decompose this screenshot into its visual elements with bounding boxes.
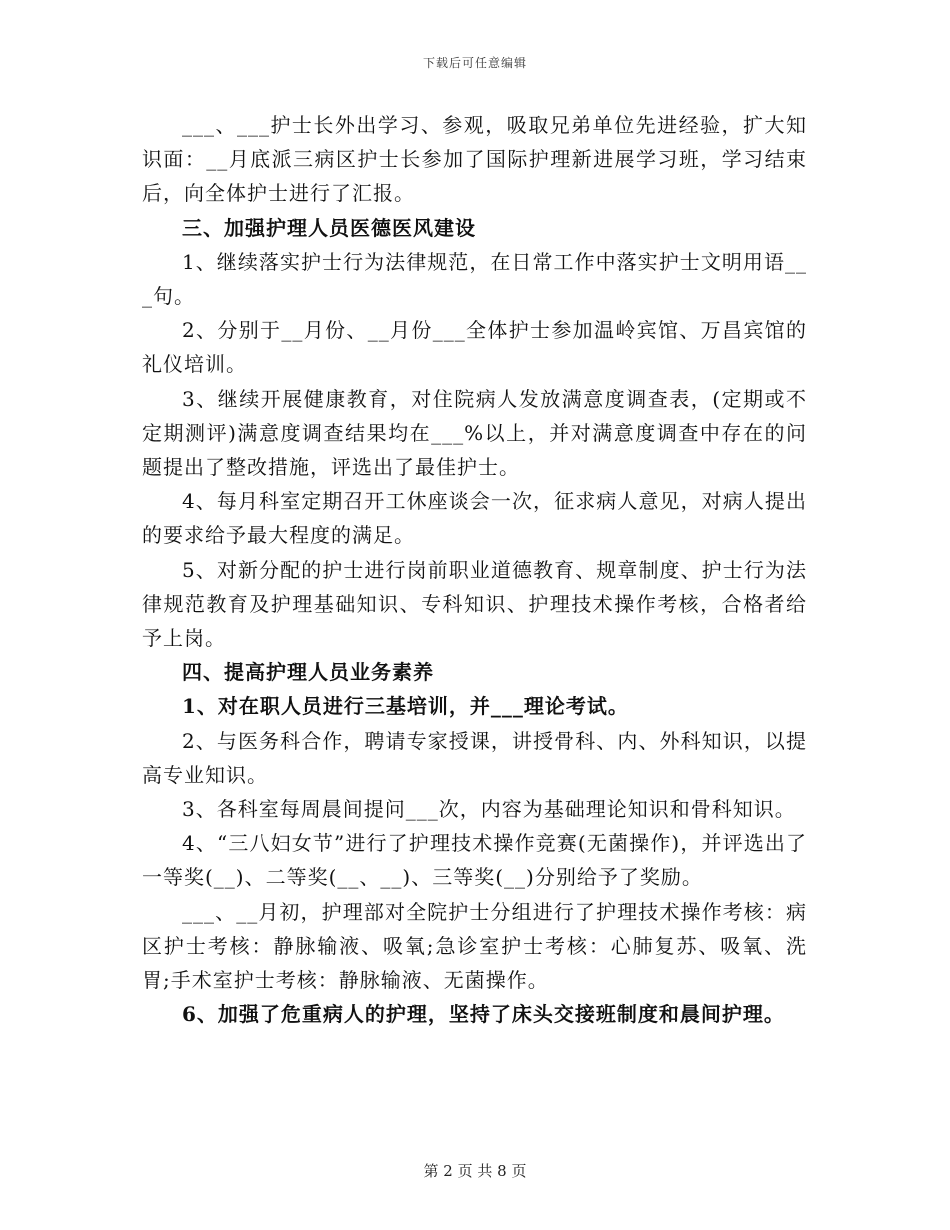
page-header: 下载后可任意编辑 <box>422 56 527 70</box>
paragraph-3-3: 3、继续开展健康教育，对住院病人发放满意度调查表，(定期或不定期测评)满意度调查结果均在___%以上，并对满意度调查中存在的问题提出了整改措施，评选出了最佳护士。 <box>142 386 807 480</box>
paragraph-3-1: 1、继续落实护士行为法律规范，在日常工作中落实护士文明用语___句。 <box>142 249 807 309</box>
paragraph-3-2: 2、分别于__月份、__月份___全体护士参加温岭宾馆、万昌宾馆的礼仪培训。 <box>142 318 807 377</box>
paragraph-4-6: 6、加强了危重病人的护理，坚持了床头交接班制度和晨间护理。 <box>182 1002 785 1027</box>
paragraph-4-5: ___、__月初，护理部对全院护士分组进行了护理技术操作考核：病区护士考核：静脉输液、吸氧;急诊室护士考核：心肺复苏、吸氧、洗胃;手术室护士考核：静脉输液、无菌操作。 <box>142 899 807 993</box>
paragraph-4-2: 2、与医务科合作，聘请专家授课，讲授骨科、内、外科知识，以提高专业知识。 <box>142 728 807 787</box>
paragraph-3-5: 5、对新分配的护士进行岗前职业道德教育、规章制度、护士行为法律规范教育及护理基础知识、专科知识、护理技术操作考核，合格者给予上岗。 <box>142 557 807 651</box>
section-heading-4: 四、提高护理人员业务素养 <box>182 660 434 685</box>
paragraph-4-3: 3、各科室每周晨间提问___次，内容为基础理论知识和骨科知识。 <box>182 797 796 822</box>
paragraph-4-1: 1、对在职人员进行三基培训，并___理论考试。 <box>182 694 629 719</box>
document-body <box>142 108 807 1031</box>
paragraph-4-4: 4、“三八妇女节”进行了护理技术操作竞赛(无菌操作)，并评选出了一等奖(__)、二等奖(__、__)、三等奖(__)分别给予了奖励。 <box>142 831 807 890</box>
paragraph-1: ___、___护士长外出学习、参观，吸取兄弟单位先进经验，扩大知识面：__月底派三病区护士长参加了国际护理新进展学习班，学习结束后，向全体护士进行了汇报。 <box>142 113 807 206</box>
paragraph-3-4: 4、每月科室定期召开工休座谈会一次，征求病人意见，对病人提出的要求给予最大程度的满足。 <box>142 489 807 548</box>
section-heading-3: 三、加强护理人员医德医风建设 <box>182 215 476 240</box>
page-footer: 第 2 页 共 8 页 <box>423 1162 527 1180</box>
